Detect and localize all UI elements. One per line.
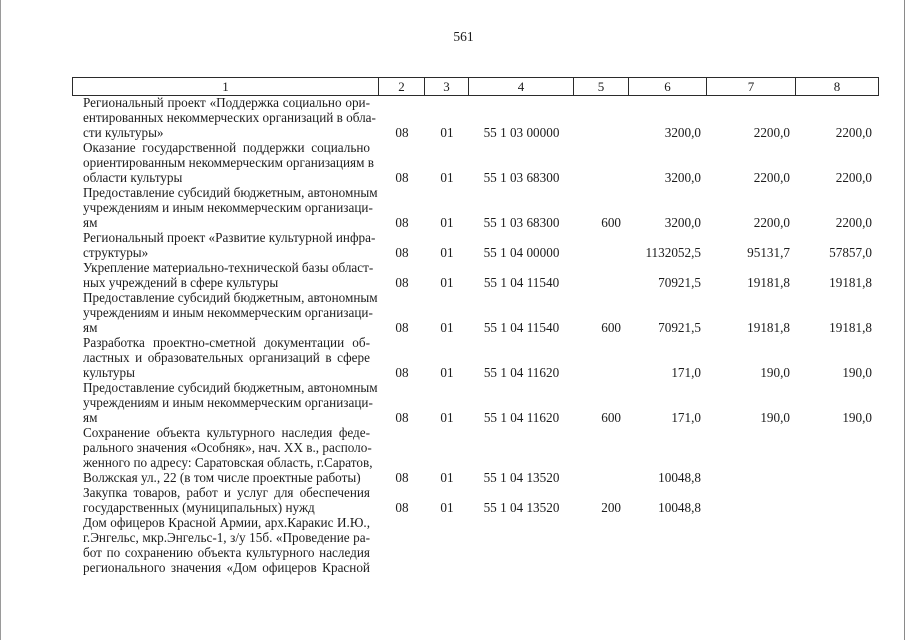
cell-col7: 95131,7 bbox=[747, 245, 790, 260]
name-line: регионального значения «Дом офицеров Красной bbox=[83, 560, 370, 575]
name-line: Региональный проект «Поддержка социально ори- bbox=[83, 95, 370, 110]
table-header-cell-4: 4 bbox=[469, 78, 574, 95]
cell-col6: 1132052,5 bbox=[645, 245, 701, 260]
table-header-row bbox=[72, 77, 879, 96]
cell-col3: 01 bbox=[440, 470, 454, 485]
name-line: г.Энгельс, мкр.Энгельс-1, з/у 15б. «Проведение ра- bbox=[83, 530, 370, 545]
table-row bbox=[73, 140, 878, 185]
page-number: 561 bbox=[453, 29, 474, 44]
name-line: учреждениям и иным некоммерческим организаци- bbox=[83, 305, 373, 320]
name-line: ориентированным некоммерческим организациям в bbox=[83, 155, 374, 170]
cell-name bbox=[73, 425, 379, 485]
name-line: ластных и образовательных организаций в сфере bbox=[83, 350, 370, 365]
cell-col7: 190,0 bbox=[760, 410, 790, 425]
cell-col4: 55 1 03 68300 bbox=[483, 215, 560, 230]
cell-col6: 3200,0 bbox=[664, 215, 701, 230]
table-row bbox=[73, 515, 878, 575]
cell-col7: 2200,0 bbox=[753, 125, 790, 140]
table-header-cell-5: 5 bbox=[574, 78, 629, 95]
cell-col8: 19181,8 bbox=[829, 320, 872, 335]
cell-name bbox=[73, 515, 379, 575]
cell-col2: 08 bbox=[395, 320, 409, 335]
name-line: Оказание государственной поддержки социально bbox=[83, 140, 370, 155]
cell-col3: 01 bbox=[440, 365, 454, 380]
cell-col6: 70921,5 bbox=[658, 275, 701, 290]
cell-col7: 190,0 bbox=[760, 365, 790, 380]
cell-col4: 55 1 03 68300 bbox=[483, 170, 560, 185]
cell-col3: 01 bbox=[440, 275, 454, 290]
cell-col4: 55 1 03 00000 bbox=[483, 125, 560, 140]
cell-col2: 08 bbox=[395, 170, 409, 185]
table-row bbox=[73, 230, 878, 260]
table-header-cell-1: 1 bbox=[73, 78, 379, 95]
cell-name bbox=[73, 140, 379, 185]
cell-col7: 2200,0 bbox=[753, 170, 790, 185]
cell-col2: 08 bbox=[395, 215, 409, 230]
table-header-cell-8: 8 bbox=[833, 79, 841, 94]
cell-col3: 01 bbox=[440, 320, 454, 335]
name-line: Предоставление субсидий бюджетным, автономным bbox=[83, 185, 378, 200]
cell-col6: 70921,5 bbox=[658, 320, 701, 335]
table-header-cell-7: 7 bbox=[707, 78, 796, 95]
cell-col5: 600 bbox=[601, 320, 621, 335]
cell-col7: 19181,8 bbox=[747, 275, 790, 290]
cell-col3: 01 bbox=[440, 125, 454, 140]
cell-col2: 08 bbox=[395, 245, 409, 260]
name-line: ных учреждений в сфере культуры bbox=[83, 275, 279, 290]
cell-col2: 08 bbox=[395, 500, 409, 515]
cell-col2: 08 bbox=[395, 365, 409, 380]
table-header-cell-3: 3 bbox=[425, 78, 469, 95]
name-line: Дом офицеров Красной Армии, арх.Каракис И.Ю., bbox=[83, 515, 370, 530]
cell-col4: 55 1 04 11620 bbox=[483, 410, 560, 425]
cell-col4: 55 1 04 13520 bbox=[483, 470, 560, 485]
name-line: рального значения «Особняк», нач. XX в., располо- bbox=[83, 440, 372, 455]
name-line: Региональный проект «Развитие культурной инфра- bbox=[83, 230, 376, 245]
cell-col4: 55 1 04 11620 bbox=[483, 365, 560, 380]
cell-col2: 08 bbox=[395, 275, 409, 290]
name-line: сти культуры» bbox=[83, 125, 164, 140]
cell-col4: 55 1 04 11540 bbox=[483, 275, 560, 290]
table-row bbox=[73, 335, 878, 380]
name-line: ям bbox=[83, 410, 98, 425]
name-line: структуры» bbox=[83, 245, 149, 260]
cell-col6: 3200,0 bbox=[664, 170, 701, 185]
table-row bbox=[73, 425, 878, 485]
table-header-cell-2: 2 bbox=[379, 78, 425, 95]
table-row bbox=[73, 380, 878, 425]
cell-col7: 2200,0 bbox=[753, 215, 790, 230]
table-row bbox=[73, 260, 878, 290]
table-row bbox=[73, 290, 878, 335]
cell-col2: 08 bbox=[395, 470, 409, 485]
name-line: государственных (муниципальных) нужд bbox=[83, 500, 315, 515]
cell-col8: 57857,0 bbox=[829, 245, 872, 260]
name-line: ям bbox=[83, 215, 98, 230]
cell-col3: 01 bbox=[440, 215, 454, 230]
cell-col8: 2200,0 bbox=[835, 125, 872, 140]
name-line: ям bbox=[83, 320, 98, 335]
cell-name bbox=[73, 380, 379, 425]
cell-col3: 01 bbox=[440, 500, 454, 515]
cell-col3: 01 bbox=[440, 245, 454, 260]
name-line: бот по сохранению объекта культурного наследия bbox=[83, 545, 370, 560]
cell-col3: 01 bbox=[440, 170, 454, 185]
cell-col8: 2200,0 bbox=[835, 170, 872, 185]
name-line: Сохранение объекта культурного наследия феде- bbox=[83, 425, 370, 440]
cell-col6: 171,0 bbox=[671, 410, 701, 425]
table-row bbox=[73, 485, 878, 515]
cell-col5: 600 bbox=[601, 410, 621, 425]
cell-name bbox=[73, 230, 379, 260]
name-line: Разработка проектно-сметной документации об- bbox=[83, 335, 370, 350]
cell-col2: 08 bbox=[395, 125, 409, 140]
cell-col3: 01 bbox=[440, 410, 454, 425]
cell-col4: 55 1 04 13520 bbox=[483, 500, 560, 515]
cell-col6: 3200,0 bbox=[664, 125, 701, 140]
name-line: Волжская ул., 22 (в том числе проектные работы) bbox=[83, 470, 361, 485]
cell-name bbox=[73, 485, 379, 515]
cell-col4: 55 1 04 00000 bbox=[483, 245, 560, 260]
cell-col4: 55 1 04 11540 bbox=[483, 320, 560, 335]
cell-name bbox=[73, 335, 379, 380]
table-row bbox=[73, 95, 878, 140]
table-header-cell-6: 6 bbox=[629, 78, 707, 95]
name-line: Укрепление материально-технической базы област- bbox=[83, 260, 374, 275]
cell-col5: 600 bbox=[601, 215, 621, 230]
cell-col7: 19181,8 bbox=[747, 320, 790, 335]
cell-col8: 19181,8 bbox=[829, 275, 872, 290]
name-line: ентированных некоммерческих организаций в обла- bbox=[83, 110, 376, 125]
name-line: учреждениям и иным некоммерческим организаци- bbox=[83, 395, 373, 410]
cell-name bbox=[73, 95, 379, 140]
cell-name bbox=[73, 185, 379, 230]
name-line: учреждениям и иным некоммерческим организаци- bbox=[83, 200, 373, 215]
name-line: области культуры bbox=[83, 170, 183, 185]
table-row bbox=[73, 185, 878, 230]
name-line: культуры bbox=[83, 365, 135, 380]
name-line: Предоставление субсидий бюджетным, автономным bbox=[83, 380, 378, 395]
name-line: Предоставление субсидий бюджетным, автономным bbox=[83, 290, 378, 305]
cell-col6: 10048,8 bbox=[658, 500, 701, 515]
cell-col6: 171,0 bbox=[671, 365, 701, 380]
cell-col2: 08 bbox=[395, 410, 409, 425]
cell-col6: 10048,8 bbox=[658, 470, 701, 485]
table-body bbox=[73, 95, 878, 575]
cell-name bbox=[73, 290, 379, 335]
name-line: женного по адресу: Саратовская область, г.Саратов, bbox=[83, 455, 373, 470]
name-line: Закупка товаров, работ и услуг для обеспечения bbox=[83, 485, 370, 500]
cell-col8: 2200,0 bbox=[835, 215, 872, 230]
cell-col8: 190,0 bbox=[842, 410, 872, 425]
cell-col8: 190,0 bbox=[842, 365, 872, 380]
cell-col5: 200 bbox=[601, 500, 621, 515]
cell-name bbox=[73, 260, 379, 290]
